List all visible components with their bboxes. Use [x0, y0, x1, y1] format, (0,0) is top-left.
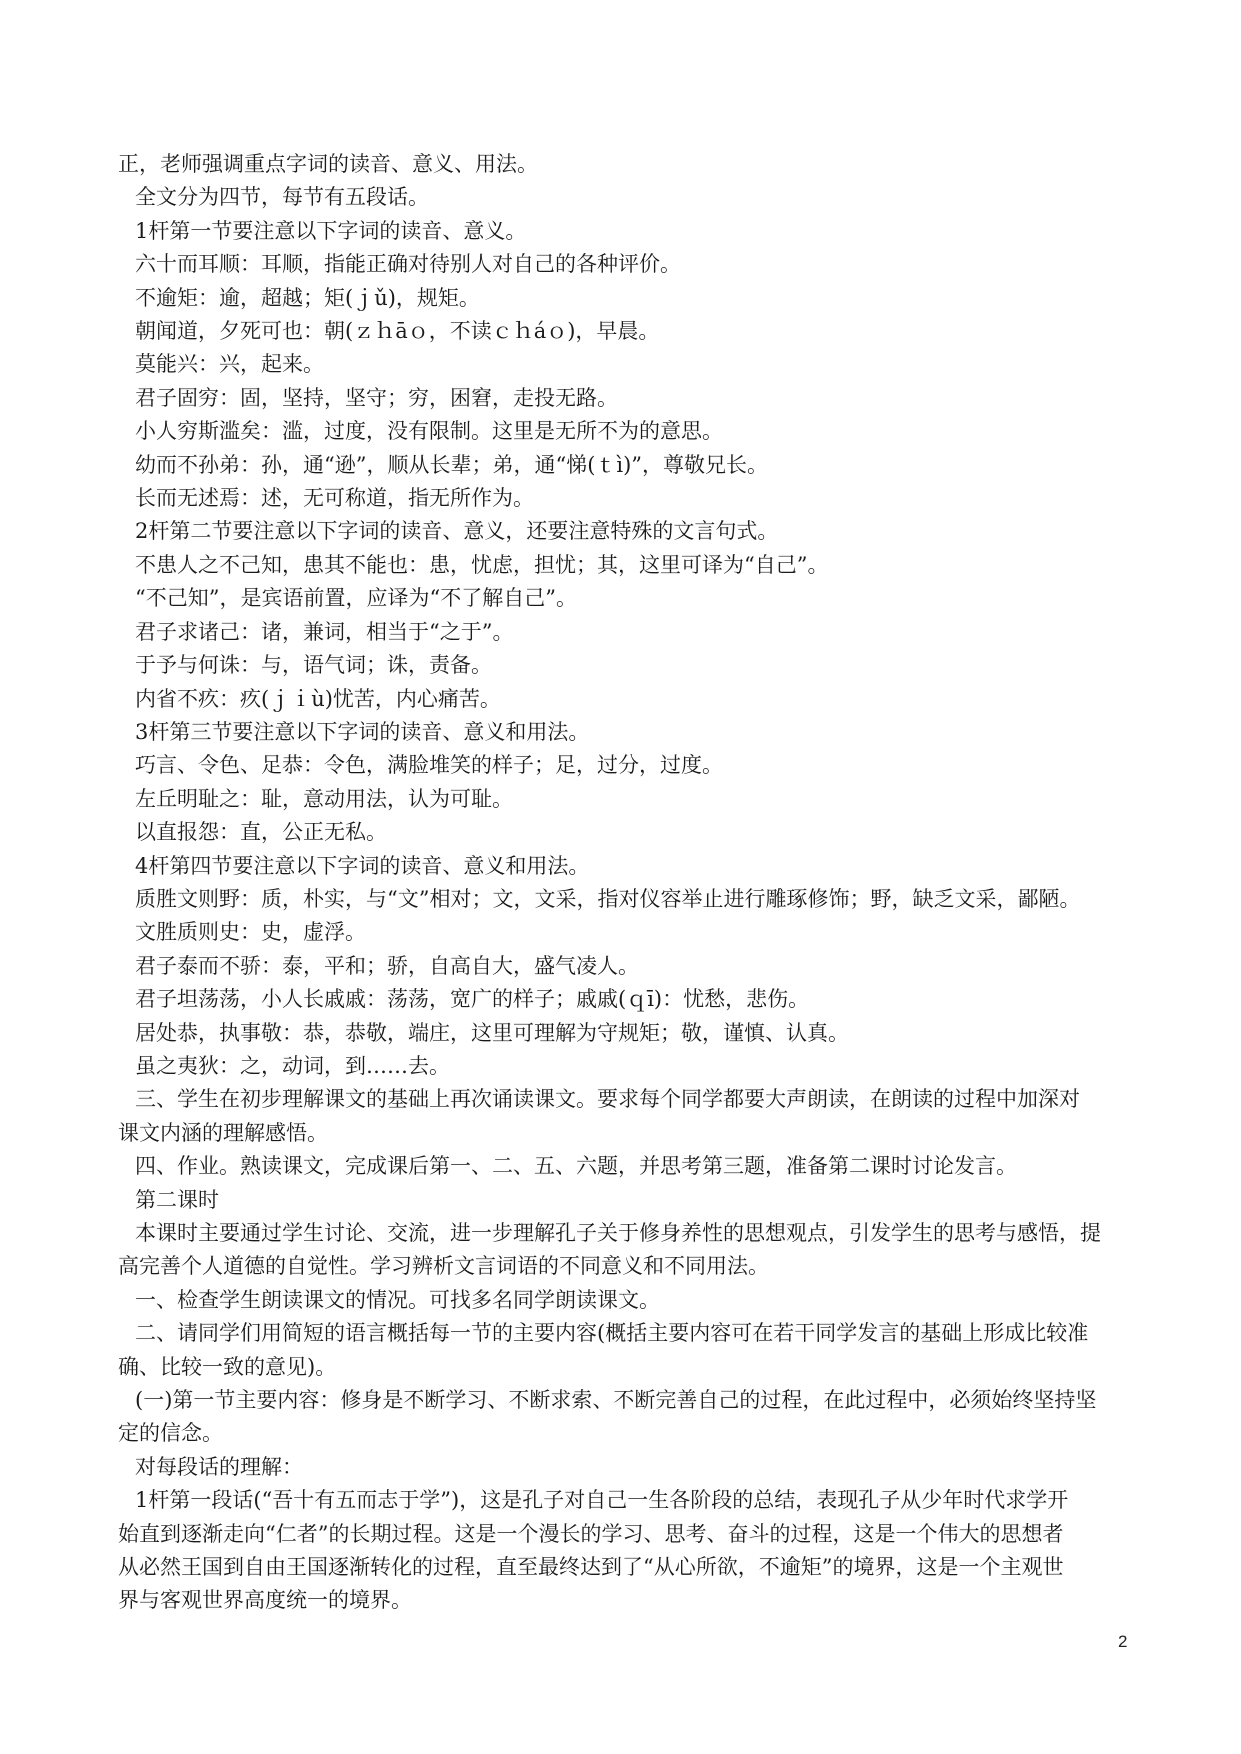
- text-line: “不己知”，是宾语前置，应译为“不了解自己”。: [135, 586, 577, 611]
- text-line: 莫能兴：兴，起来。: [135, 352, 324, 377]
- text-line: 文胜质则史：史，虚浮。: [135, 920, 366, 945]
- text-line: 对每段话的理解：: [135, 1454, 303, 1479]
- text-line: 君子求诸己：诸，兼词，相当于“之于”。: [135, 619, 514, 644]
- text-line: 质胜文则野：质，朴实，与“文”相对；文，文采，指对仪容举止进行雕琢修饰；野，缺乏文采，鄙陋。: [135, 886, 1081, 911]
- text-line: (一)第一节主要内容：修身是不断学习、不断求索、不断完善自己的过程，在此过程中，必须始终坚持坚: [135, 1388, 1097, 1413]
- text-line: 幼而不孙弟：孙，通“逊”，顺从长辈；弟，通“悌(ｔì)”，尊敬兄长。: [135, 452, 769, 477]
- text-line: 高完善个人道德的自觉性。学习辨析文言词语的不同意义和不同用法。: [118, 1254, 769, 1279]
- text-line: 一、检查学生朗读课文的情况。可找多名同学朗读课文。: [135, 1287, 660, 1312]
- text-line: 居处恭，执事敬：恭，恭敬，端庄，这里可理解为守规矩；敬，谨慎、认真。: [135, 1020, 849, 1045]
- text-line: 正，老师强调重点字词的读音、意义、用法。: [118, 152, 538, 176]
- text-line: 朝闻道，夕死可也：朝(ｚｈāｏ，不读ｃｈáｏ)，早晨。: [135, 319, 660, 344]
- document-body: [118, 148, 1136, 1618]
- text-line: 左丘明耻之：耻，意动用法，认为可耻。: [135, 786, 513, 811]
- text-line: 君子坦荡荡，小人长戚戚：荡荡，宽广的样子；戚戚(ｑī)：忧愁，悲伤。: [135, 987, 810, 1012]
- text-line: 小人穷斯滥矣：滥，过度，没有限制。这里是无所不为的意思。: [135, 419, 723, 444]
- text-line: 以直报怨：直，公正无私。: [135, 820, 387, 845]
- text-line: 2杆第二节要注意以下字词的读音、意义，还要注意特殊的文言句式。: [135, 519, 779, 544]
- text-line: 君子泰而不骄：泰，平和；骄，自高自大，盛气凌人。: [135, 953, 639, 978]
- text-line: 从必然王国到自由王国逐渐转化的过程，直至最终达到了“从心所欲，不逾矩”的境界，这是一个主观世: [118, 1555, 1064, 1580]
- text-line: 三、学生在初步理解课文的基础上再次诵读课文。要求每个同学都要大声朗读，在朗读的过程中加深对: [135, 1087, 1080, 1112]
- text-line: 本课时主要通过学生讨论、交流，进一步理解孔子关于修身养性的思想观点，引发学生的思考与感悟，提: [135, 1221, 1101, 1245]
- text-line: 二、请同学们用简短的语言概括每一节的主要内容(概括主要内容可在若干同学发言的基础上形成比较准: [135, 1321, 1089, 1346]
- text-line: 虽之夷狄：之，动词，到……去。: [135, 1053, 450, 1078]
- text-line: 四、作业。熟读课文，完成课后第一、二、五、六题，并思考第三题，准备第二课时讨论发言。: [135, 1154, 1017, 1179]
- text-line: 3杆第三节要注意以下字词的读音、意义和用法。: [135, 719, 590, 744]
- text-line: 1杆第一段话(“吾十有五而志于学”)，这是孔子对自己一生各阶段的总结，表现孔子从少年时代求学开: [135, 1488, 1069, 1513]
- text-line: 六十而耳顺：耳顺，指能正确对待别人对自己的各种评价。: [135, 252, 681, 277]
- text-line: 于予与何诛：与，语气词；诛，责备。: [135, 653, 492, 678]
- text-line: 课文内涵的理解感悟。: [118, 1120, 328, 1145]
- page-number: 2: [1118, 1632, 1128, 1651]
- text-line: 始直到逐渐走向“仁者”的长期过程。这是一个漫长的学习、思考、奋斗的过程，这是一个伟大的思想者: [118, 1521, 1064, 1546]
- text-line: 定的信念。: [118, 1421, 223, 1446]
- text-line: 不患人之不己知，患其不能也：患，忧虑，担忧；其，这里可译为“自己”。: [135, 552, 829, 577]
- text-line: 全文分为四节，每节有五段话。: [135, 185, 429, 210]
- text-line: 1杆第一节要注意以下字词的读音、意义。: [135, 218, 527, 243]
- text-line: 内省不疚：疚(ｊｉù)忧苦，内心痛苦。: [135, 686, 501, 711]
- text-line: 界与客观世界高度统一的境界。: [118, 1588, 412, 1613]
- text-line: 长而无述焉：述，无可称道，指无所作为。: [135, 486, 534, 511]
- text-line: 第二课时: [135, 1187, 219, 1212]
- text-line: 巧言、令色、足恭：令色，满脸堆笑的样子；足，过分，过度。: [135, 753, 723, 778]
- text-line: 确、比较一致的意见)。: [118, 1354, 337, 1379]
- text-line: 4杆第四节要注意以下字词的读音、意义和用法。: [135, 853, 590, 878]
- text-line: 不逾矩：逾，超越；矩(ｊǔ)，规矩。: [135, 285, 480, 310]
- text-line: 君子固穷：固，坚持，坚守；穷，困窘，走投无路。: [135, 385, 618, 410]
